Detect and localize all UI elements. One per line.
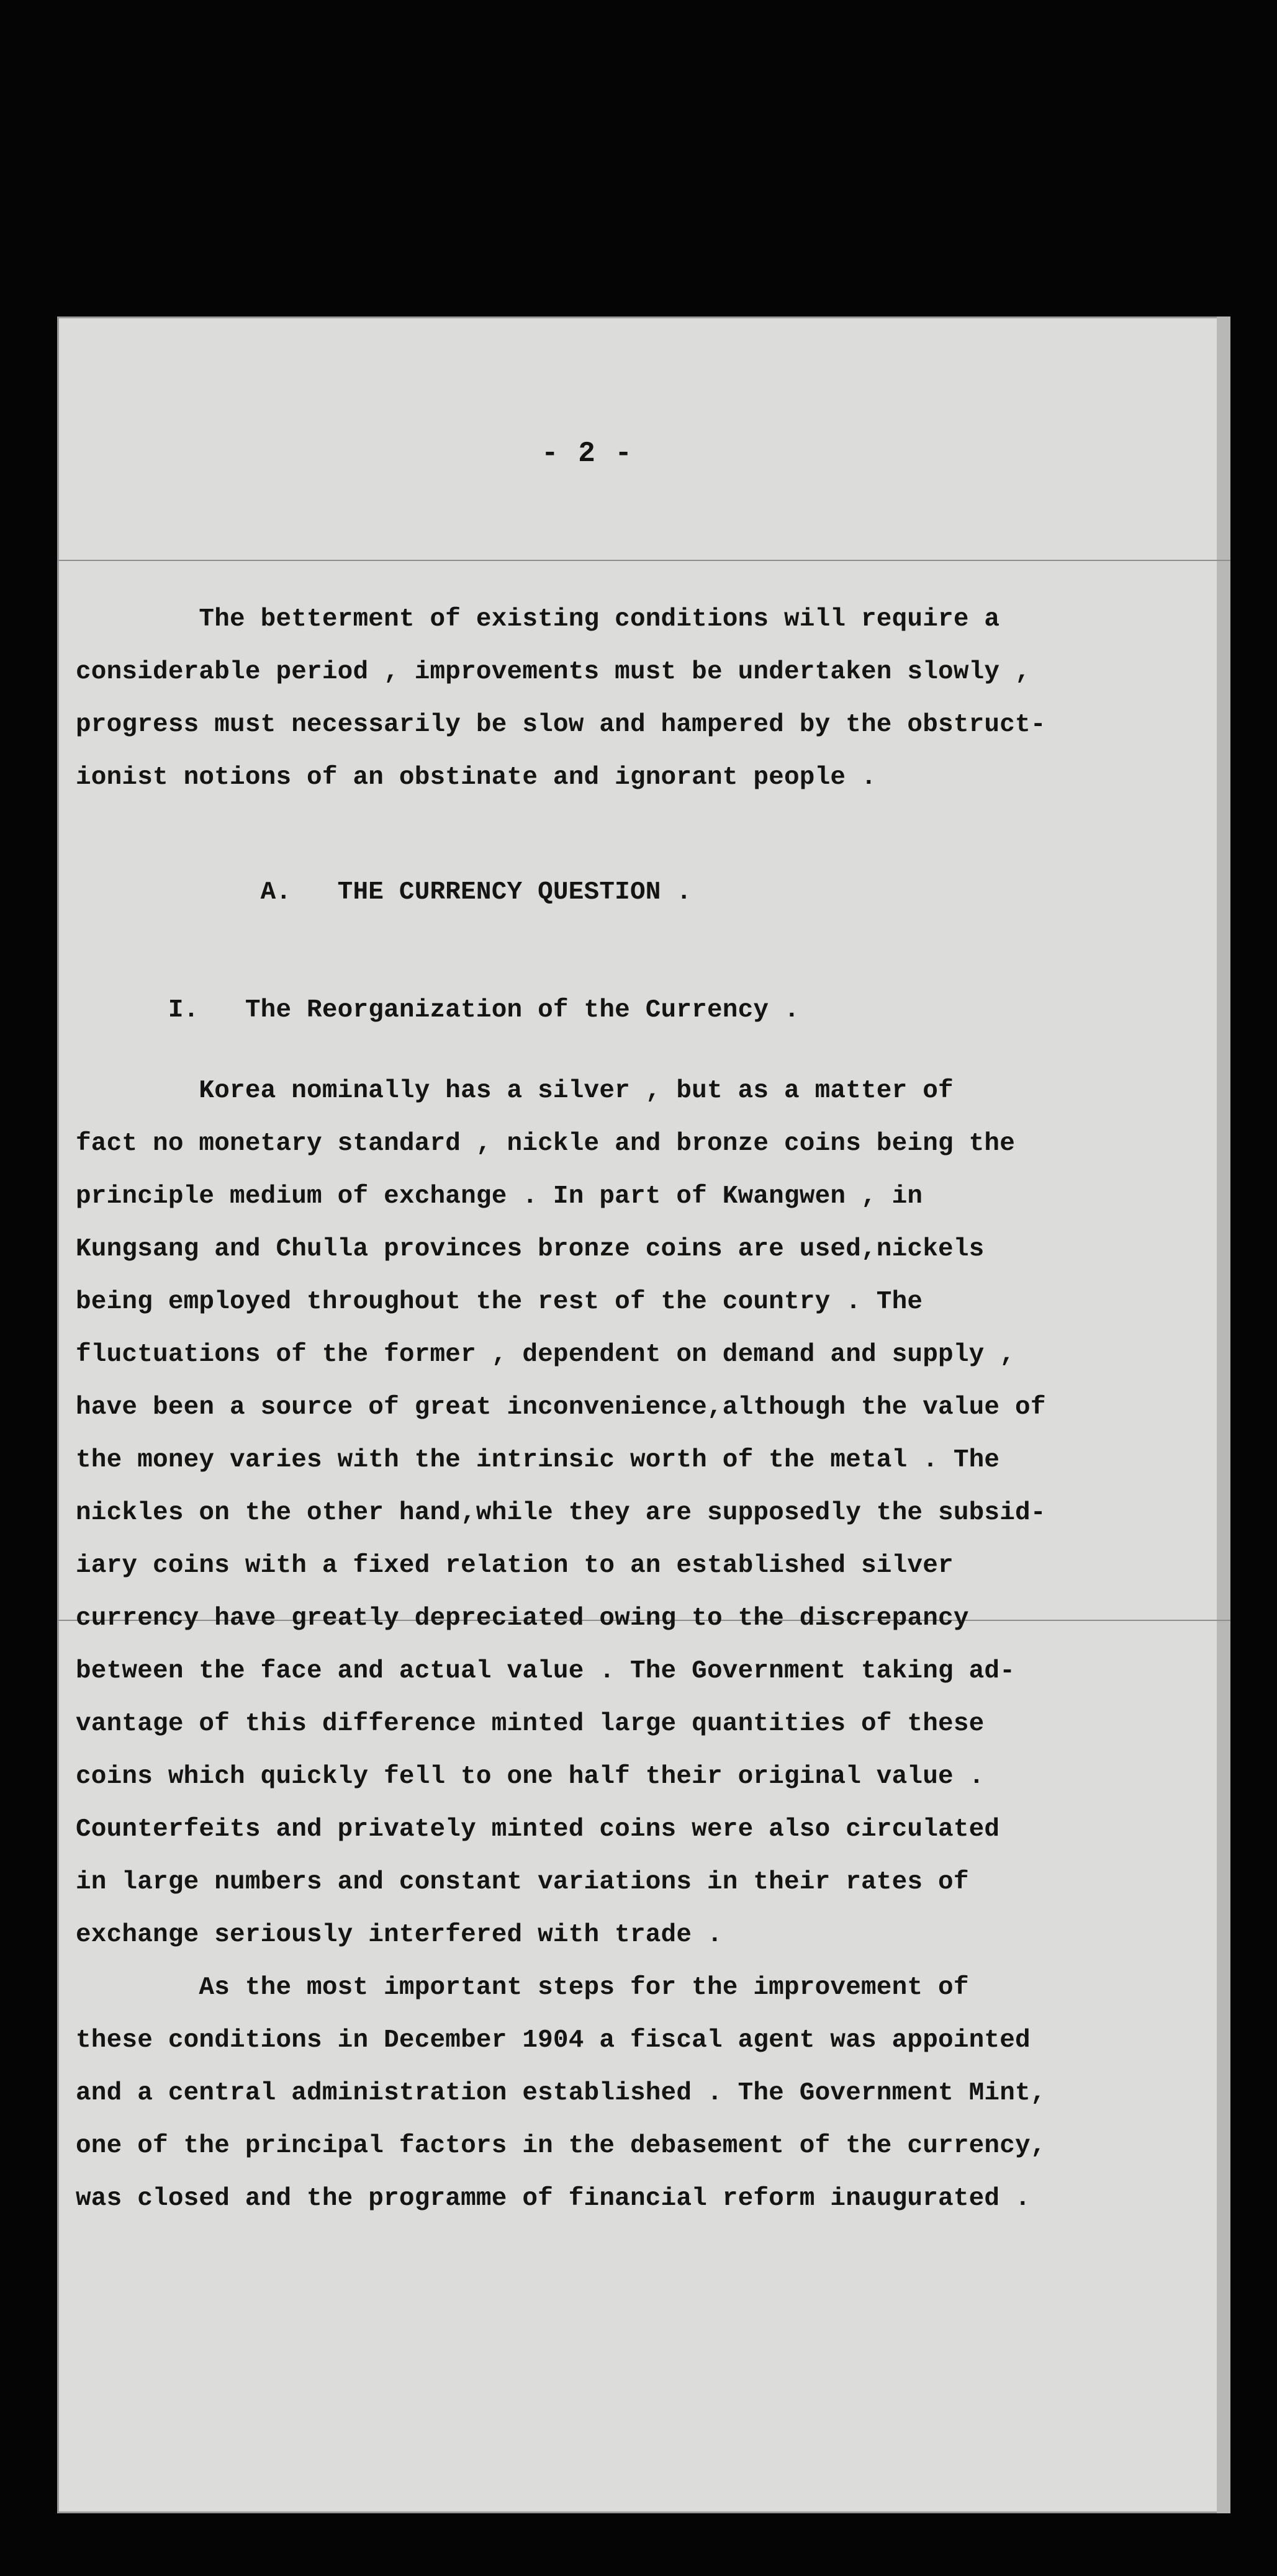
- text-line: currency have greatly depreciated owing to the discrepancy: [76, 1604, 969, 1633]
- text-line: Korea nominally has a silver , but as a matter of: [76, 1077, 954, 1105]
- text-line: one of the principal factors in the debasement of the currency,: [76, 2132, 1046, 2160]
- text-line: As the most important steps for the improvement of: [76, 1973, 969, 2002]
- text-line: principle medium of exchange . In part of Kwangwen , in: [76, 1182, 923, 1211]
- page-edge: [1217, 316, 1230, 2513]
- text-line: progress must necessarily be slow and hampered by the obstruct-: [76, 711, 1046, 739]
- fold-line: [57, 560, 1230, 561]
- text-line: have been a source of great inconvenience,although the value of: [76, 1393, 1046, 1422]
- section-heading: A. THE CURRENCY QUESTION .: [76, 878, 692, 907]
- text-line: coins which quickly fell to one half their original value .: [76, 1762, 985, 1791]
- text-line: exchange seriously interfered with trade .: [76, 1921, 723, 1949]
- text-line: fact no monetary standard , nickle and bronze coins being the: [76, 1129, 1016, 1158]
- text-line: in large numbers and constant variations in their rates of: [76, 1868, 969, 1896]
- document-page: [57, 316, 1230, 2513]
- text-line: between the face and actual value . The Government taking ad-: [76, 1657, 1016, 1685]
- page-number: - 2 -: [541, 438, 634, 470]
- text-line: the money varies with the intrinsic worth of the metal . The: [76, 1446, 1000, 1474]
- text-line: The betterment of existing conditions will require a: [76, 605, 1000, 634]
- text-line: ionist notions of an obstinate and ignorant people .: [76, 763, 877, 792]
- text-line: and a central administration established . The Government Mint,: [76, 2079, 1046, 2107]
- text-line: nickles on the other hand,while they are supposedly the subsid-: [76, 1499, 1046, 1527]
- text-line: iary coins with a fixed relation to an established silver: [76, 1551, 954, 1580]
- text-line: Kungsang and Chulla provinces bronze coins are used,nickels: [76, 1235, 985, 1263]
- text-line: being employed throughout the rest of the country . The: [76, 1288, 923, 1316]
- text-line: these conditions in December 1904 a fiscal agent was appointed: [76, 2026, 1031, 2055]
- text-line: was closed and the programme of financial reform inaugurated .: [76, 2184, 1031, 2213]
- subsection-heading: I. The Reorganization of the Currency .: [76, 996, 800, 1025]
- text-line: fluctuations of the former , dependent on demand and supply ,: [76, 1340, 1016, 1369]
- text-line: Counterfeits and privately minted coins were also circulated: [76, 1815, 1000, 1844]
- text-line: vantage of this difference minted large quantities of these: [76, 1710, 985, 1738]
- text-line: considerable period , improvements must be undertaken slowly ,: [76, 658, 1031, 686]
